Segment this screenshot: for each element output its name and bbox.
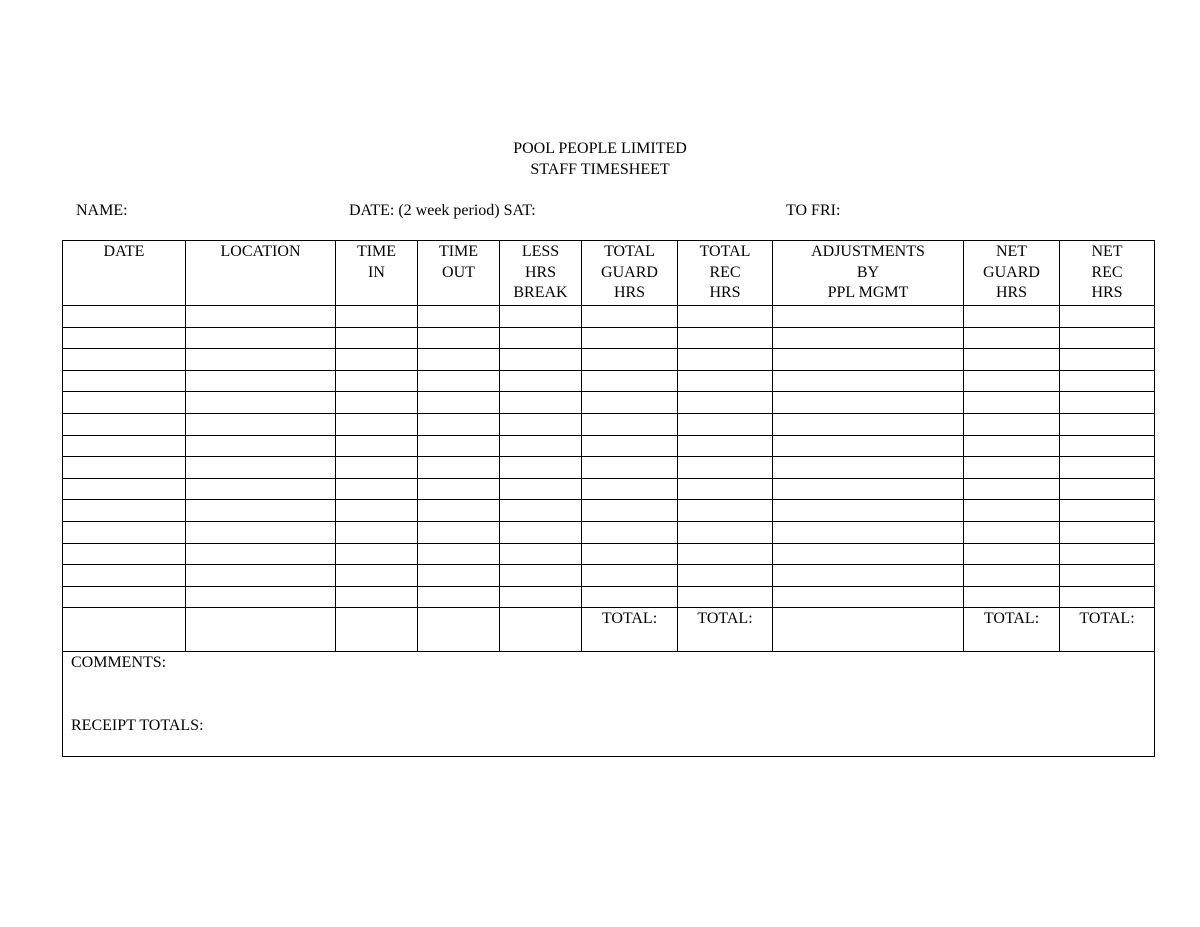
total-label-net-rec-hrs: TOTAL: bbox=[1060, 608, 1155, 652]
entry-cell-net-rec-hrs[interactable] bbox=[1060, 413, 1155, 435]
entry-cell-total-rec-hrs[interactable] bbox=[678, 392, 773, 414]
table-row bbox=[63, 565, 1155, 587]
entry-cell-total-guard-hrs[interactable] bbox=[582, 306, 678, 328]
entry-cell-time-out[interactable] bbox=[418, 521, 500, 543]
entry-cell-total-rec-hrs[interactable] bbox=[678, 478, 773, 500]
table-row bbox=[63, 500, 1155, 522]
total-label-total-guard-hrs: TOTAL: bbox=[582, 608, 678, 652]
column-header-text: PPL MGMT bbox=[827, 284, 909, 301]
entry-cell-net-guard-hrs[interactable] bbox=[964, 327, 1060, 349]
entry-cell-total-guard-hrs[interactable] bbox=[582, 392, 678, 414]
entry-cell-adjustments-by-ppl-mgmt[interactable] bbox=[773, 392, 964, 414]
entry-cell-total-guard-hrs[interactable] bbox=[582, 521, 678, 543]
column-header-text: REC bbox=[709, 263, 741, 281]
entry-cell-date[interactable] bbox=[63, 413, 186, 435]
entry-cell-total-rec-hrs[interactable] bbox=[678, 543, 773, 565]
table-row bbox=[63, 435, 1155, 457]
column-header-text: OUT bbox=[442, 263, 475, 281]
column-header-total-guard-hrs bbox=[582, 241, 678, 306]
entry-cell-location[interactable] bbox=[186, 435, 336, 457]
entry-cell-time-in[interactable] bbox=[336, 565, 418, 587]
entry-cell-date[interactable] bbox=[63, 543, 186, 565]
entry-cell-date[interactable] bbox=[63, 565, 186, 587]
table-row bbox=[63, 327, 1155, 349]
entry-cell-location[interactable] bbox=[186, 543, 336, 565]
entry-cell-total-guard-hrs[interactable] bbox=[582, 500, 678, 522]
total-cell-adjustments-by-ppl-mgmt[interactable] bbox=[773, 608, 964, 652]
entry-cell-less-hrs-break[interactable] bbox=[500, 370, 582, 392]
entry-cell-net-rec-hrs[interactable] bbox=[1060, 392, 1155, 414]
entry-cell-less-hrs-break[interactable] bbox=[500, 306, 582, 328]
entry-cell-less-hrs-break[interactable] bbox=[500, 413, 582, 435]
entry-cell-net-guard-hrs[interactable] bbox=[964, 349, 1060, 371]
entry-cell-less-hrs-break[interactable] bbox=[500, 327, 582, 349]
column-header-text: IN bbox=[368, 263, 385, 281]
total-cell-less-hrs-break[interactable] bbox=[500, 608, 582, 652]
entry-cell-time-in[interactable] bbox=[336, 306, 418, 328]
column-header-total-rec-hrs bbox=[678, 241, 773, 306]
total-label-net-guard-hrs: TOTAL: bbox=[964, 608, 1060, 652]
entry-cell-adjustments-by-ppl-mgmt[interactable] bbox=[773, 565, 964, 587]
entry-cell-net-guard-hrs[interactable] bbox=[964, 543, 1060, 565]
entry-cell-time-out[interactable] bbox=[418, 457, 500, 479]
column-header-text: GUARD bbox=[983, 263, 1040, 281]
entry-cell-total-rec-hrs[interactable] bbox=[678, 435, 773, 457]
entry-cell-date[interactable] bbox=[63, 478, 186, 500]
entry-cell-time-out[interactable] bbox=[418, 586, 500, 608]
entry-cell-net-rec-hrs[interactable] bbox=[1060, 457, 1155, 479]
entry-cell-total-guard-hrs[interactable] bbox=[582, 457, 678, 479]
entry-cell-time-in[interactable] bbox=[336, 478, 418, 500]
entry-cell-total-guard-hrs[interactable] bbox=[582, 586, 678, 608]
total-cell-location[interactable] bbox=[186, 608, 336, 652]
entry-cell-net-guard-hrs[interactable] bbox=[964, 435, 1060, 457]
column-header-text: ADJUSTMENTS bbox=[811, 243, 925, 260]
entry-cell-net-rec-hrs[interactable] bbox=[1060, 327, 1155, 349]
entry-cell-net-rec-hrs[interactable] bbox=[1060, 543, 1155, 565]
column-header-text: LESS bbox=[521, 243, 560, 260]
entry-cell-date[interactable] bbox=[63, 306, 186, 328]
column-header-text: HRS bbox=[995, 284, 1028, 301]
name-field-label: NAME: bbox=[76, 202, 128, 219]
comments-row bbox=[63, 652, 1155, 757]
entry-cell-less-hrs-break[interactable] bbox=[500, 478, 582, 500]
column-header-text: HRS bbox=[709, 284, 741, 301]
entry-cell-date[interactable] bbox=[63, 435, 186, 457]
entry-cell-total-guard-hrs[interactable] bbox=[582, 565, 678, 587]
comments-label: COMMENTS: bbox=[71, 654, 167, 672]
entry-cell-net-guard-hrs[interactable] bbox=[964, 457, 1060, 479]
table-row bbox=[63, 457, 1155, 479]
entry-cell-time-out[interactable] bbox=[418, 349, 500, 371]
entry-cell-less-hrs-break[interactable] bbox=[500, 521, 582, 543]
entry-cell-adjustments-by-ppl-mgmt[interactable] bbox=[773, 413, 964, 435]
entry-cell-location[interactable] bbox=[186, 413, 336, 435]
column-header-text: TIME bbox=[356, 243, 397, 260]
entry-cell-time-out[interactable] bbox=[418, 413, 500, 435]
column-header-text: BREAK bbox=[513, 284, 568, 301]
entry-cell-adjustments-by-ppl-mgmt[interactable] bbox=[773, 435, 964, 457]
entry-cell-total-guard-hrs[interactable] bbox=[582, 349, 678, 371]
entry-cell-net-rec-hrs[interactable] bbox=[1060, 306, 1155, 328]
entry-cell-time-in[interactable] bbox=[336, 392, 418, 414]
entry-cell-date[interactable] bbox=[63, 500, 186, 522]
entry-cell-less-hrs-break[interactable] bbox=[500, 457, 582, 479]
total-label-total-rec-hrs: TOTAL: bbox=[678, 608, 773, 652]
column-header-text: HRS bbox=[524, 263, 557, 281]
entry-cell-location[interactable] bbox=[186, 392, 336, 414]
column-header-less-hrs-break bbox=[500, 241, 582, 306]
entry-cell-time-in[interactable] bbox=[336, 457, 418, 479]
entry-cell-time-out[interactable] bbox=[418, 543, 500, 565]
entry-cell-location[interactable] bbox=[186, 478, 336, 500]
entry-cell-net-guard-hrs[interactable] bbox=[964, 500, 1060, 522]
entry-cell-date[interactable] bbox=[63, 349, 186, 371]
entry-cell-time-out[interactable] bbox=[418, 306, 500, 328]
to-fri-field-label: TO FRI: bbox=[786, 202, 841, 219]
entry-cell-net-rec-hrs[interactable] bbox=[1060, 349, 1155, 371]
entry-cell-net-rec-hrs[interactable] bbox=[1060, 500, 1155, 522]
column-header-date bbox=[63, 241, 186, 306]
entry-cell-time-out[interactable] bbox=[418, 500, 500, 522]
column-header-text: LOCATION bbox=[220, 243, 301, 260]
table-row bbox=[63, 392, 1155, 414]
entry-cell-total-rec-hrs[interactable] bbox=[678, 327, 773, 349]
entry-cell-date[interactable] bbox=[63, 586, 186, 608]
column-header-text: TOTAL bbox=[699, 243, 751, 260]
total-cell-time-out[interactable] bbox=[418, 608, 500, 652]
table-row bbox=[63, 306, 1155, 328]
entry-cell-net-guard-hrs[interactable] bbox=[964, 565, 1060, 587]
entry-cell-adjustments-by-ppl-mgmt[interactable] bbox=[773, 327, 964, 349]
company-name: POOL PEOPLE LIMITED bbox=[513, 140, 687, 157]
entry-cell-net-rec-hrs[interactable] bbox=[1060, 435, 1155, 457]
entry-cell-total-guard-hrs[interactable] bbox=[582, 370, 678, 392]
entry-cell-date[interactable] bbox=[63, 370, 186, 392]
entry-cell-total-rec-hrs[interactable] bbox=[678, 521, 773, 543]
entry-cell-less-hrs-break[interactable] bbox=[500, 392, 582, 414]
entry-cell-net-guard-hrs[interactable] bbox=[964, 521, 1060, 543]
entry-cell-total-guard-hrs[interactable] bbox=[582, 543, 678, 565]
entry-cell-time-in[interactable] bbox=[336, 543, 418, 565]
entry-cell-total-rec-hrs[interactable] bbox=[678, 565, 773, 587]
column-header-text: HRS bbox=[613, 284, 646, 301]
entry-cell-total-guard-hrs[interactable] bbox=[582, 327, 678, 349]
entry-cell-time-in[interactable] bbox=[336, 586, 418, 608]
entry-cell-adjustments-by-ppl-mgmt[interactable] bbox=[773, 457, 964, 479]
table-row bbox=[63, 586, 1155, 608]
column-header-text: REC bbox=[1091, 263, 1123, 281]
entry-cell-total-rec-hrs[interactable] bbox=[678, 586, 773, 608]
entry-cell-adjustments-by-ppl-mgmt[interactable] bbox=[773, 478, 964, 500]
entry-cell-net-rec-hrs[interactable] bbox=[1060, 586, 1155, 608]
entry-cell-less-hrs-break[interactable] bbox=[500, 349, 582, 371]
table-row bbox=[63, 543, 1155, 565]
column-header-text: TOTAL bbox=[604, 243, 655, 260]
table-row bbox=[63, 370, 1155, 392]
entry-cell-net-guard-hrs[interactable] bbox=[964, 413, 1060, 435]
entry-cell-time-out[interactable] bbox=[418, 478, 500, 500]
document-title: STAFF TIMESHEET bbox=[530, 161, 670, 178]
table-row bbox=[63, 349, 1155, 371]
table-header-row bbox=[63, 241, 1155, 306]
entry-cell-net-guard-hrs[interactable] bbox=[964, 392, 1060, 414]
column-header-location bbox=[186, 241, 336, 306]
entry-cell-time-out[interactable] bbox=[418, 435, 500, 457]
table-row bbox=[63, 521, 1155, 543]
column-header-text: BY bbox=[856, 263, 880, 281]
entry-cell-location[interactable] bbox=[186, 306, 336, 328]
entry-cell-date[interactable] bbox=[63, 392, 186, 414]
entry-cell-location[interactable] bbox=[186, 457, 336, 479]
entry-cell-date[interactable] bbox=[63, 457, 186, 479]
entry-cell-adjustments-by-ppl-mgmt[interactable] bbox=[773, 543, 964, 565]
entry-cell-less-hrs-break[interactable] bbox=[500, 500, 582, 522]
entry-cell-location[interactable] bbox=[186, 521, 336, 543]
total-cell-time-in[interactable] bbox=[336, 608, 418, 652]
column-header-text: DATE bbox=[103, 243, 145, 260]
entry-cell-net-guard-hrs[interactable] bbox=[964, 478, 1060, 500]
entry-cell-time-in[interactable] bbox=[336, 327, 418, 349]
entry-cell-net-rec-hrs[interactable] bbox=[1060, 565, 1155, 587]
entry-cell-less-hrs-break[interactable] bbox=[500, 586, 582, 608]
timesheet-table bbox=[62, 240, 1155, 757]
column-header-text: NET bbox=[1091, 243, 1123, 260]
entry-cell-total-guard-hrs[interactable] bbox=[582, 478, 678, 500]
column-header-text: HRS bbox=[1091, 284, 1123, 301]
entry-cell-total-guard-hrs[interactable] bbox=[582, 413, 678, 435]
column-header-text: TIME bbox=[438, 243, 479, 260]
entry-cell-total-rec-hrs[interactable] bbox=[678, 370, 773, 392]
entry-cell-location[interactable] bbox=[186, 327, 336, 349]
entry-cell-time-in[interactable] bbox=[336, 349, 418, 371]
entry-cell-location[interactable] bbox=[186, 370, 336, 392]
entry-cell-adjustments-by-ppl-mgmt[interactable] bbox=[773, 586, 964, 608]
entry-cell-net-guard-hrs[interactable] bbox=[964, 370, 1060, 392]
receipt-totals-label: RECEIPT TOTALS: bbox=[71, 716, 204, 734]
entry-cell-time-out[interactable] bbox=[418, 392, 500, 414]
entry-cell-total-rec-hrs[interactable] bbox=[678, 413, 773, 435]
entry-cell-less-hrs-break[interactable] bbox=[500, 435, 582, 457]
date-period-field-label: DATE: (2 week period) SAT: bbox=[349, 202, 536, 219]
entry-cell-total-rec-hrs[interactable] bbox=[678, 457, 773, 479]
entry-cell-time-in[interactable] bbox=[336, 521, 418, 543]
entry-cell-total-rec-hrs[interactable] bbox=[678, 306, 773, 328]
column-header-net-rec-hrs bbox=[1060, 241, 1155, 306]
entry-cell-time-out[interactable] bbox=[418, 565, 500, 587]
entry-cell-location[interactable] bbox=[186, 349, 336, 371]
entry-cell-net-rec-hrs[interactable] bbox=[1060, 478, 1155, 500]
column-header-adjustments-by-ppl-mgmt bbox=[773, 241, 964, 306]
entry-cell-date[interactable] bbox=[63, 327, 186, 349]
comments-area[interactable] bbox=[63, 652, 1155, 757]
table-row bbox=[63, 413, 1155, 435]
entry-cell-net-guard-hrs[interactable] bbox=[964, 306, 1060, 328]
entry-cell-net-rec-hrs[interactable] bbox=[1060, 521, 1155, 543]
entry-cell-time-out[interactable] bbox=[418, 370, 500, 392]
entry-cell-net-rec-hrs[interactable] bbox=[1060, 370, 1155, 392]
table-row bbox=[63, 478, 1155, 500]
entry-cell-less-hrs-break[interactable] bbox=[500, 565, 582, 587]
entry-cell-time-in[interactable] bbox=[336, 413, 418, 435]
column-header-text: NET bbox=[995, 243, 1028, 260]
entry-cell-time-in[interactable] bbox=[336, 370, 418, 392]
column-header-time-out bbox=[418, 241, 500, 306]
entry-cell-date[interactable] bbox=[63, 521, 186, 543]
entry-cell-net-guard-hrs[interactable] bbox=[964, 586, 1060, 608]
total-cell-date[interactable] bbox=[63, 608, 186, 652]
entry-cell-total-rec-hrs[interactable] bbox=[678, 500, 773, 522]
column-header-text: GUARD bbox=[601, 263, 658, 281]
entry-cell-adjustments-by-ppl-mgmt[interactable] bbox=[773, 370, 964, 392]
entry-cell-location[interactable] bbox=[186, 565, 336, 587]
entry-cell-location[interactable] bbox=[186, 500, 336, 522]
totals-row bbox=[63, 608, 1155, 652]
entry-cell-adjustments-by-ppl-mgmt[interactable] bbox=[773, 500, 964, 522]
column-header-net-guard-hrs bbox=[964, 241, 1060, 306]
entry-cell-time-in[interactable] bbox=[336, 435, 418, 457]
entry-cell-time-out[interactable] bbox=[418, 327, 500, 349]
entry-cell-total-rec-hrs[interactable] bbox=[678, 349, 773, 371]
entry-cell-time-in[interactable] bbox=[336, 500, 418, 522]
entry-cell-less-hrs-break[interactable] bbox=[500, 543, 582, 565]
entry-cell-adjustments-by-ppl-mgmt[interactable] bbox=[773, 306, 964, 328]
entry-cell-location[interactable] bbox=[186, 586, 336, 608]
entry-cell-adjustments-by-ppl-mgmt[interactable] bbox=[773, 349, 964, 371]
entry-cell-adjustments-by-ppl-mgmt[interactable] bbox=[773, 521, 964, 543]
column-header-time-in bbox=[336, 241, 418, 306]
entry-cell-total-guard-hrs[interactable] bbox=[582, 435, 678, 457]
